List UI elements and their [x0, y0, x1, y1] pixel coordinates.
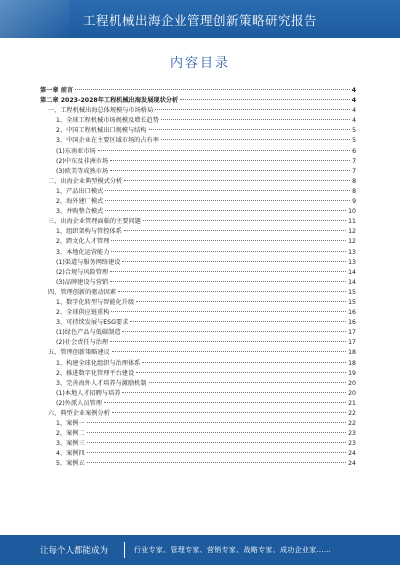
- toc-leader-dots: [122, 392, 346, 393]
- toc-entry-text: 2、跨文化人才管理: [56, 238, 110, 246]
- toc-entry[interactable]: [40, 126, 356, 136]
- toc-leader-dots: [111, 240, 346, 241]
- toc-entry[interactable]: [40, 207, 356, 217]
- toc-page-number: 13: [348, 248, 356, 256]
- toc-leader-dots: [122, 331, 346, 332]
- toc-entry-text: 5、案例五: [56, 460, 85, 468]
- toc-entry-text: (2)社会责任与治理: [56, 339, 109, 347]
- toc-entry[interactable]: [40, 96, 356, 106]
- toc-leader-dots: [124, 180, 350, 181]
- toc-entry-text: (2)外派人员管理: [56, 399, 102, 407]
- toc-page-number: 16: [348, 309, 356, 317]
- toc-entry-text: 3、可持续发展与ESG要求: [56, 319, 129, 327]
- toc-leader-dots: [130, 321, 346, 322]
- toc-entry[interactable]: [40, 359, 356, 369]
- toc-leader-dots: [105, 200, 350, 201]
- toc-page-number: 17: [348, 329, 356, 337]
- toc-leader-dots: [110, 271, 346, 272]
- toc-entry-text: 1、组织架构与管控体系: [56, 228, 122, 236]
- toc-entry-text: (2)中东及非洲市场: [56, 157, 109, 165]
- toc-page-number: 7: [352, 157, 356, 165]
- toc-page-number: 5: [352, 127, 356, 135]
- toc-entry[interactable]: [40, 106, 356, 116]
- toc-entry-text: 4、案例四: [56, 450, 85, 458]
- toc-page-number: 4: [351, 97, 356, 105]
- toc-heading: 内容目录: [169, 56, 230, 71]
- toc-page-number: 23: [348, 440, 356, 448]
- toc-entry[interactable]: [40, 237, 356, 247]
- toc-entry[interactable]: [40, 389, 356, 399]
- toc-entry[interactable]: [40, 328, 356, 338]
- toc-page-number: 7: [352, 167, 356, 175]
- toc-leader-dots: [112, 412, 346, 413]
- toc-leader-dots: [149, 129, 351, 130]
- toc-entry-text: 六、典型企业案例分析: [48, 410, 110, 417]
- toc-page-number: 14: [348, 268, 356, 276]
- toc-leader-dots: [110, 170, 350, 171]
- toc-entry-text: 三、出海企业管理面临的主要问题: [48, 218, 141, 226]
- toc-entry-text: (1)东南亚市场: [56, 147, 96, 155]
- toc-entry[interactable]: [40, 177, 356, 187]
- toc-page-number: 6: [352, 147, 356, 155]
- toc-leader-dots: [161, 119, 350, 120]
- toc-page-number: 13: [348, 258, 356, 266]
- toc-entry-text: 五、管理创新策略建议: [48, 349, 110, 357]
- toc-leader-dots: [110, 281, 346, 282]
- toc-page-number: 4: [352, 107, 356, 115]
- toc-page-number: 4: [352, 117, 356, 125]
- toc-entry[interactable]: [40, 459, 356, 469]
- toc-leader-dots: [124, 230, 346, 231]
- toc-leader-dots: [105, 190, 350, 191]
- toc-leader-dots: [98, 150, 350, 151]
- toc-entry-text: 四、管理创新的驱动因素: [48, 288, 117, 296]
- toc-entry-text: 3、案例三: [56, 440, 85, 448]
- toc-page-number: 20: [348, 389, 356, 397]
- toc-leader-dots: [110, 160, 350, 161]
- toc-page-number: 14: [348, 278, 356, 286]
- toc-entry[interactable]: [40, 338, 356, 348]
- toc-page-number: 21: [348, 399, 356, 407]
- toc-page-number: 24: [348, 450, 356, 458]
- toc-page-number: 11: [348, 218, 356, 226]
- toc-entry-text: 1、产品出口模式: [56, 187, 104, 195]
- toc-leader-dots: [87, 422, 346, 423]
- toc-page-number: 8: [352, 187, 356, 195]
- toc-page-number: 8: [352, 177, 356, 185]
- toc-entry-text: (1)绿色产品与低碳制造: [56, 329, 121, 337]
- toc-entry-text: 1、构建全球化组织与治理体系: [56, 359, 141, 367]
- table-of-contents: [40, 86, 356, 470]
- toc-entry-text: 3、本地化运营能力: [56, 248, 110, 256]
- toc-leader-dots: [111, 311, 346, 312]
- toc-entry[interactable]: [40, 258, 356, 268]
- toc-page-number: 15: [348, 288, 356, 296]
- toc-entry-text: 2、案例二: [56, 430, 85, 438]
- toc-entry-text: 1、数字化转型与智能化升级: [56, 298, 135, 306]
- toc-entry[interactable]: [40, 116, 356, 126]
- toc-page-number: 5: [352, 137, 356, 145]
- toc-entry[interactable]: [40, 298, 356, 308]
- toc-entry[interactable]: [40, 348, 356, 358]
- toc-entry[interactable]: [40, 379, 356, 389]
- toc-entry[interactable]: [40, 197, 356, 207]
- toc-entry-text: 1、案例一: [56, 420, 85, 428]
- toc-leader-dots: [143, 220, 346, 221]
- toc-entry-text: 3、中国企业在主要区域市场的占有率: [56, 137, 159, 145]
- toc-leader-dots: [104, 402, 346, 403]
- toc-entry[interactable]: [40, 288, 356, 298]
- toc-entry[interactable]: [40, 268, 356, 278]
- toc-leader-dots: [136, 301, 346, 302]
- toc-leader-dots: [87, 462, 346, 463]
- toc-entry[interactable]: [40, 278, 356, 288]
- toc-entry-text: (1)渠道与服务网络建设: [56, 258, 121, 266]
- toc-entry[interactable]: [40, 187, 356, 197]
- toc-entry[interactable]: [40, 449, 356, 459]
- toc-page-number: 18: [348, 359, 356, 367]
- toc-entry[interactable]: [40, 157, 356, 167]
- toc-leader-dots: [87, 432, 346, 433]
- toc-leader-dots: [161, 139, 350, 140]
- toc-page-number: 16: [348, 319, 356, 327]
- toc-page-number: 18: [348, 349, 356, 357]
- toc-entry-text: 3、并购整合模式: [56, 208, 104, 216]
- toc-page-number: 17: [348, 339, 356, 347]
- toc-entry[interactable]: [40, 308, 356, 318]
- footer-tagline: 行业专家、管理专家、营销专家、战略专家、成功企业家……: [134, 546, 332, 554]
- toc-leader-dots: [180, 99, 350, 100]
- toc-entry-text: 2、海外建厂模式: [56, 198, 104, 206]
- toc-entry-text: (2)合规与风险管理: [56, 268, 109, 276]
- toc-entry-text: (1)本地人才招聘与培养: [56, 389, 121, 397]
- toc-leader-dots: [87, 442, 346, 443]
- toc-entry[interactable]: [40, 419, 356, 429]
- toc-leader-dots: [149, 382, 347, 383]
- toc-leader-dots: [142, 362, 346, 363]
- toc-entry[interactable]: [40, 167, 356, 177]
- toc-entry[interactable]: [40, 227, 356, 237]
- toc-entry-text: (3)欧美等成熟市场: [56, 167, 109, 175]
- toc-entry-text: 2、全球供应链重构: [56, 309, 110, 317]
- toc-entry[interactable]: [40, 86, 356, 96]
- toc-leader-dots: [136, 372, 346, 373]
- toc-entry-text: 二、出海企业典型模式分析: [48, 177, 123, 185]
- toc-page-number: 19: [348, 369, 356, 377]
- footer-banner: [0, 535, 400, 565]
- toc-leader-dots: [110, 341, 346, 342]
- toc-leader-dots: [75, 89, 350, 90]
- footer-divider: [124, 542, 125, 558]
- toc-leader-dots: [112, 351, 346, 352]
- toc-entry[interactable]: [40, 369, 356, 379]
- toc-entry[interactable]: [40, 399, 356, 409]
- footer-brand: 让每个人都能成为: [40, 546, 109, 556]
- toc-entry-text: 第二章 2023-2028年工程机械出海发展现状分析: [40, 97, 179, 105]
- toc-page-number: 15: [348, 298, 356, 306]
- toc-page-number: 20: [348, 379, 356, 387]
- toc-entry-text: 第一章 前言: [40, 87, 74, 94]
- toc-page-number: 12: [348, 228, 356, 236]
- toc-leader-dots: [118, 291, 346, 292]
- toc-page-number: 12: [348, 238, 356, 246]
- toc-entry-text: 2、推进数字化管理平台建设: [56, 369, 135, 377]
- toc-entry[interactable]: [40, 248, 356, 258]
- toc-entry-text: 1、全球工程机械市场规模及增长趋势: [56, 117, 159, 125]
- toc-page-number: 4: [351, 87, 356, 94]
- toc-entry-text: 3、完善海外人才培养与激励机制: [56, 379, 147, 387]
- toc-page-number: 24: [348, 460, 356, 468]
- toc-page-number: 23: [348, 430, 356, 438]
- toc-entry[interactable]: [40, 147, 356, 157]
- toc-entry[interactable]: [40, 409, 356, 419]
- report-header-banner: [0, 0, 400, 38]
- report-title: 工程机械出海企业管理创新策略研究报告: [82, 13, 317, 28]
- toc-entry[interactable]: [40, 217, 356, 227]
- toc-page-number: 9: [352, 198, 356, 206]
- toc-entry-text: 2、中国工程机械出口规模与结构: [56, 127, 147, 135]
- toc-entry[interactable]: [40, 318, 356, 328]
- toc-leader-dots: [87, 452, 346, 453]
- toc-page-number: 22: [348, 420, 356, 428]
- toc-entry-text: 一、工程机械出海总体规模与市场格局: [48, 107, 154, 115]
- toc-entry-text: (3)品牌建设与营销: [56, 278, 109, 286]
- toc-page-number: 10: [348, 208, 356, 216]
- toc-entry[interactable]: [40, 136, 356, 146]
- toc-entry[interactable]: [40, 439, 356, 449]
- toc-leader-dots: [155, 109, 350, 110]
- toc-leader-dots: [111, 251, 346, 252]
- toc-leader-dots: [105, 210, 346, 211]
- toc-entry[interactable]: [40, 429, 356, 439]
- toc-leader-dots: [122, 261, 346, 262]
- toc-page-number: 22: [348, 410, 356, 417]
